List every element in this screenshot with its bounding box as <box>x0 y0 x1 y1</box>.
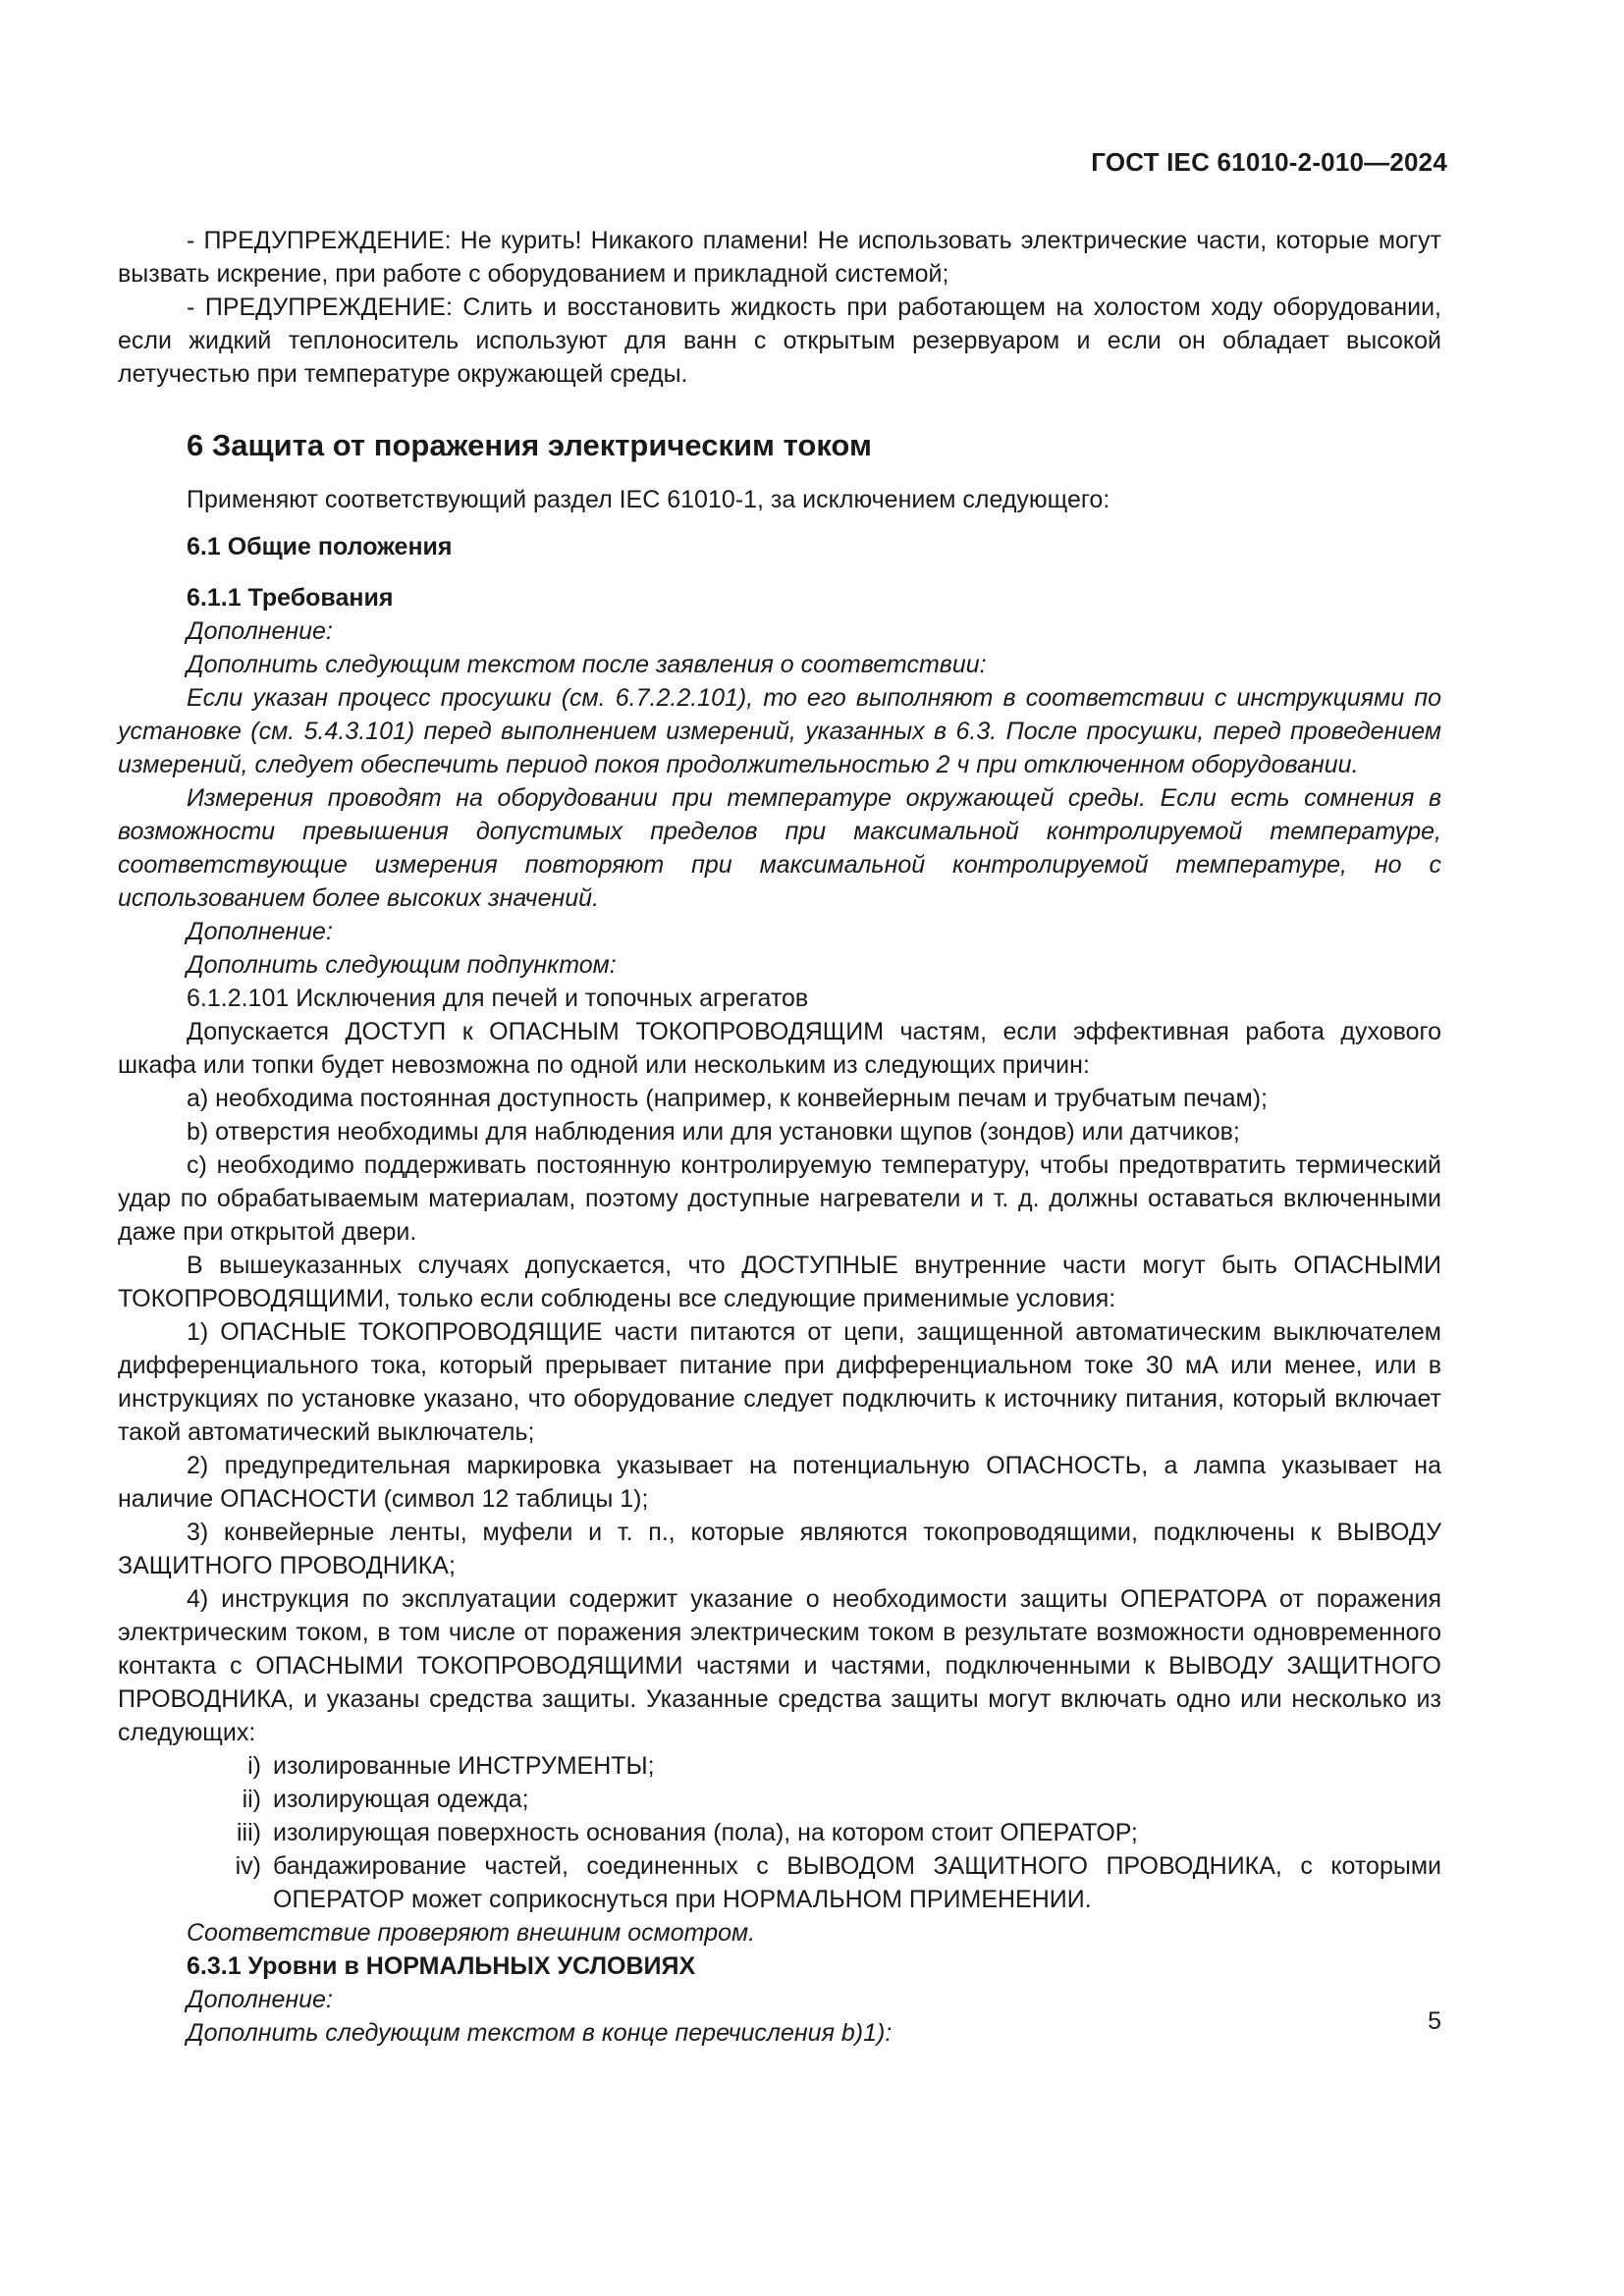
addition-label-1: Дополнение: <box>187 617 333 645</box>
list-item-a: a) необходима постоянная доступность (например, к конвейерным печам и трубчатым печам); <box>187 1085 1268 1112</box>
applies-paragraph: Применяют соответствующий раздел IEC 61010-1, за исключением следующего: <box>187 486 1110 513</box>
cases-paragraph: В вышеуказанных случаях допускается, что ДОСТУПНЫЕ внутренние части могут быть ОПАСНЫМИ ТОКОПРОВОДЯЩИМИ, только если соблюдены все следующие применимые условия: <box>118 1252 1441 1312</box>
addition-label-2: Дополнение: <box>187 918 333 945</box>
measurement-paragraph: Измерения проводят на оборудовании при температуре окружающей среды. Если есть сомнения в возможности превышения допустимых пределов при максимальной контролируемой температуре, соответствующие измерения повторяют при максимальной контролируемой температуре, но с использованием более высоких значений. <box>118 784 1441 912</box>
roman-list-text: бандажирование частей, соединенных с ВЫВОДОМ ЗАЩИТНОГО ПРОВОДНИКА, с которыми ОПЕРАТОР может соприкоснуться при НОРМАЛЬНОМ ПРИМЕНЕНИИ. <box>273 1852 1441 1913</box>
addition-text-1: Дополнить следующим текстом после заявления о соответствии: <box>187 651 987 678</box>
warning-paragraph-2: - ПРЕДУПРЕЖДЕНИЕ: Слить и восстановить жидкость при работающем на холостом ходу оборудовании, если жидкий теплоноситель используют для ванн с открытым резервуаром и если он обладает высокой летучестью при температуре окружающей среды. <box>118 294 1441 388</box>
roman-list-number: iv) <box>235 1852 261 1880</box>
list-item-b: b) отверстия необходимы для наблюдения или для установки щупов (зондов) или датчиков; <box>187 1118 1240 1146</box>
subsection-6-3-1-title: 6.3.1 Уровни в НОРМАЛЬНЫХ УСЛОВИЯХ <box>187 1952 696 1980</box>
roman-list-item <box>118 1783 1441 1816</box>
addition-text-2: Дополнить следующим подпунктом: <box>187 951 617 979</box>
condition-3: 3) конвейерные ленты, муфели и т. п., которые являются токопроводящими, подключены к ВЫВОДУ ЗАЩИТНОГО ПРОВОДНИКА; <box>118 1519 1441 1579</box>
subsection-6-1-1-title: 6.1.1 Требования <box>187 584 394 612</box>
roman-list-text: изолированные ИНСТРУМЕНТЫ; <box>273 1752 655 1780</box>
drying-paragraph: Если указан процесс просушки (см. 6.7.2.2.101), то его выполняют в соответствии с инструкциями по установке (см. 5.4.3.101) перед выполнением измерений, указанных в 6.3. После просушки, перед проведением измерений, следует обеспечить период покоя продолжительностью 2 ч при отключенном оборудовании. <box>118 684 1441 778</box>
page-number: 5 <box>1428 2007 1441 2035</box>
conformity-note: Соответствие проверяют внешним осмотром. <box>187 1919 756 1947</box>
warning-paragraph-1: - ПРЕДУПРЕЖДЕНИЕ: Не курить! Никакого пламени! Не использовать электрические части, которые могут вызвать искрение, при работе с оборудованием и прикладной системой; <box>118 227 1441 288</box>
roman-list-number: i) <box>247 1752 261 1780</box>
roman-list-number: ii) <box>242 1786 261 1813</box>
roman-list-number: iii) <box>237 1819 261 1846</box>
list-item-c: c) необходимо поддерживать постоянную контролируемую температуру, чтобы предотвратить термический удар по обрабатываемым материалам, поэтому доступные нагреватели и т. д. должны оставаться включенными даже при открытой двери. <box>118 1151 1441 1246</box>
condition-1: 1) ОПАСНЫЕ ТОКОПРОВОДЯЩИЕ части питаются от цепи, защищенной автоматическим выключателем дифференциального тока, который прерывает питание при дифференциальном токе 30 мА или менее, или в инструкциях по установке указано, что оборудование следует подключить к источнику питания, который включает такой автоматический выключатель; <box>118 1318 1441 1446</box>
roman-list-item <box>118 1749 1441 1783</box>
page-body <box>118 224 1441 2050</box>
access-paragraph: Допускается ДОСТУП к ОПАСНЫМ ТОКОПРОВОДЯЩИМ частям, если эффективная работа духового шкафа или топки будет невозможна по одной или нескольким из следующих причин: <box>118 1018 1441 1079</box>
roman-list-text: изолирующая поверхность основания (пола), на котором стоит ОПЕРАТОР; <box>273 1819 1138 1846</box>
roman-list-text: изолирующая одежда; <box>273 1786 529 1813</box>
subsection-6-1-2-101-title: 6.1.2.101 Исключения для печей и топочных агрегатов <box>187 985 809 1012</box>
section-title: 6 Защита от поражения электрическим током <box>187 428 872 462</box>
document-header: ГОСТ IEC 61010-2-010—2024 <box>1091 147 1447 177</box>
roman-list-item <box>118 1816 1441 1849</box>
subsection-6-1-title: 6.1 Общие положения <box>187 533 453 561</box>
condition-2: 2) предупредительная маркировка указывает на потенциальную ОПАСНОСТЬ, а лампа указывает на наличие ОПАСНОСТИ (символ 12 таблицы 1); <box>118 1452 1441 1513</box>
condition-4: 4) инструкция по эксплуатации содержит указание о необходимости защиты ОПЕРАТОРА от поражения электрическим током, в том числе от поражения электрическим током в результате возможности одновременного контакта с ОПАСНЫМИ ТОКОПРОВОДЯЩИМИ частями и частями, подключенными к ВЫВОДУ ЗАЩИТНОГО ПРОВОДНИКА, и указаны средства защиты. Указанные средства защиты могут включать одно или несколько из следующих: <box>118 1585 1441 1746</box>
addition-label-3: Дополнение: <box>187 1986 333 2013</box>
addition-text-3: Дополнить следующим текстом в конце перечисления b)1): <box>187 2019 893 2047</box>
roman-list-item <box>118 1849 1441 1916</box>
